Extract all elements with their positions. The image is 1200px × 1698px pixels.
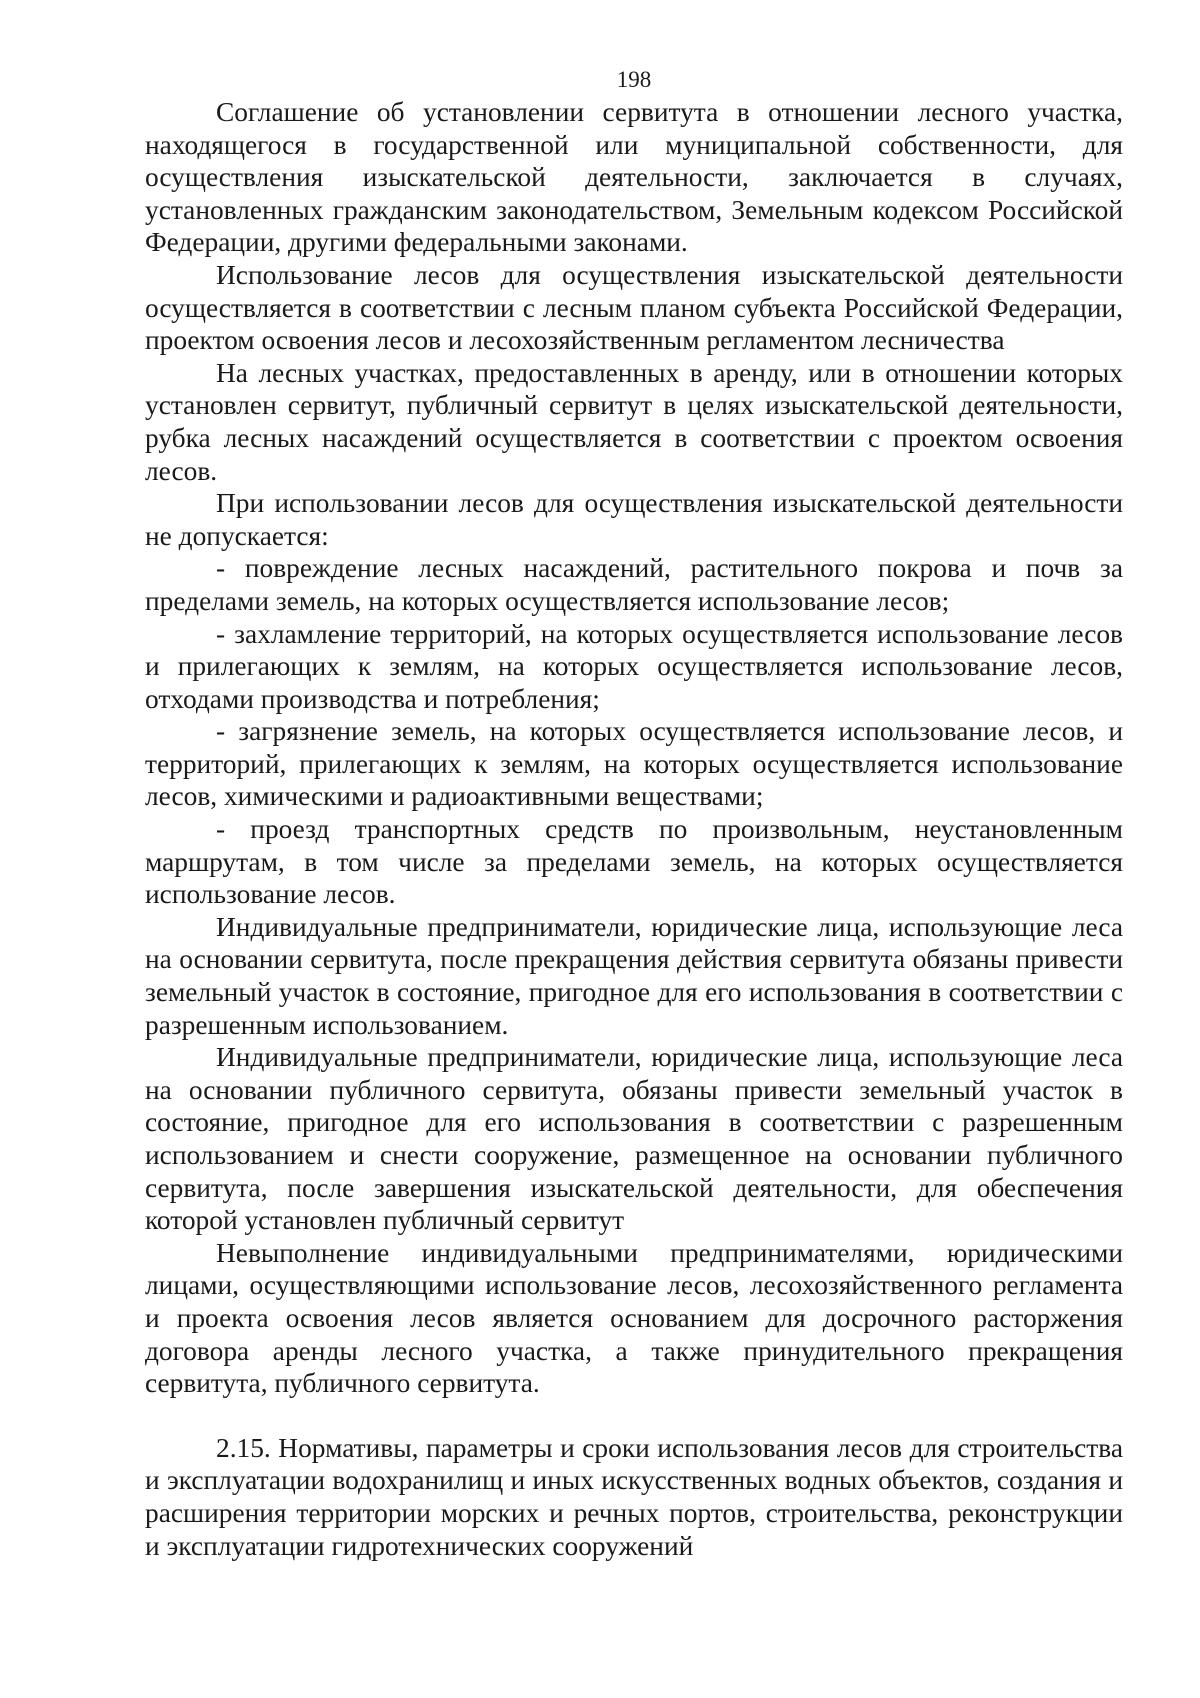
section-spacer xyxy=(145,1400,1123,1432)
list-item-littering: - захламление территорий, на которых осуществляется использование лесов и прилегающих к землям, на которых осуществляется использование лесов, отходами производства и потребления; xyxy=(145,618,1123,714)
section-heading-2-15: 2.15. Нормативы, параметры и сроки использования лесов для строительства и эксплуатации водохранилищ и иных искусственных водных объектов, создания и расширения территории морских и речных портов, строительства, реконструкции и эксплуатации гидротехнических сооружений xyxy=(145,1432,1123,1561)
paragraph-public-servitude-restoration: Индивидуальные предприниматели, юридические лица, использующие леса на основании публичного сервитута, обязаны привести земельный участок в состояние, пригодное для его использования в соответствии с разрешенным использованием и снести сооружение, размещенное на основании публичного сервитута, после завершения изыскательской деятельности, для обеспечения которой установлен публичный сервитут xyxy=(145,1042,1123,1236)
document-page xyxy=(145,64,1123,1562)
page-number: 198 xyxy=(616,67,652,92)
paragraph-not-allowed-intro: При использовании лесов для осуществления изыскательской деятельности не допускается: xyxy=(145,488,1123,551)
paragraph-forest-use-plan: Использование лесов для осуществления изыскательской деятельности осуществляется в соответствии с лесным планом субъекта Российской Федерации, проектом освоения лесов и лесохозяйственным регламентом лесничества xyxy=(145,259,1123,356)
paragraph-non-compliance: Невыполнение индивидуальными предпринимателями, юридическими лицами, осуществляющими использование лесов, лесохозяйственного регламента и проекта освоения лесов является основанием для досрочного расторжения договора аренды лесного участка, а также принудительного прекращения сервитута, публичного сервитута. xyxy=(145,1237,1123,1399)
paragraph-servitude-agreement: Соглашение об установлении сервитута в отношении лесного участка, находящегося в государственной или муниципальной собственности, для осуществления изыскательской деятельности, заключается в случаях, установленных гражданским законодательством, Земельным кодексом Российской Федерации, другими федеральными законами. xyxy=(145,97,1123,258)
paragraph-servitude-restoration: Индивидуальные предприниматели, юридические лица, использующие леса на основании сервитута, после прекращения действия сервитута обязаны привести земельный участок в состояние, пригодное для его использования в соответствии с разрешенным использованием. xyxy=(145,911,1123,1040)
paragraph-logging-leased-plots: На лесных участках, предоставленных в аренду, или в отношении которых установлен сервитут, публичный сервитут в целях изыскательской деятельности, рубка лесных насаждений осуществляется в соответствии с проектом освоения лесов. xyxy=(145,357,1123,486)
list-item-vehicle-travel: - проезд транспортных средств по произвольным, неустановленным маршрутам, в том числе за пределами земель, на которых осуществляется использование лесов. xyxy=(145,814,1123,910)
list-item-damage: - повреждение лесных насаждений, растительного покрова и почв за пределами земель, на которых осуществляется использование лесов; xyxy=(145,553,1123,616)
list-item-pollution: - загрязнение земель, на которых осуществляется использование лесов, и территорий, прилегающих к землям, на которых осуществляется использование лесов, химическими и радиоактивными веществами; xyxy=(145,716,1123,812)
